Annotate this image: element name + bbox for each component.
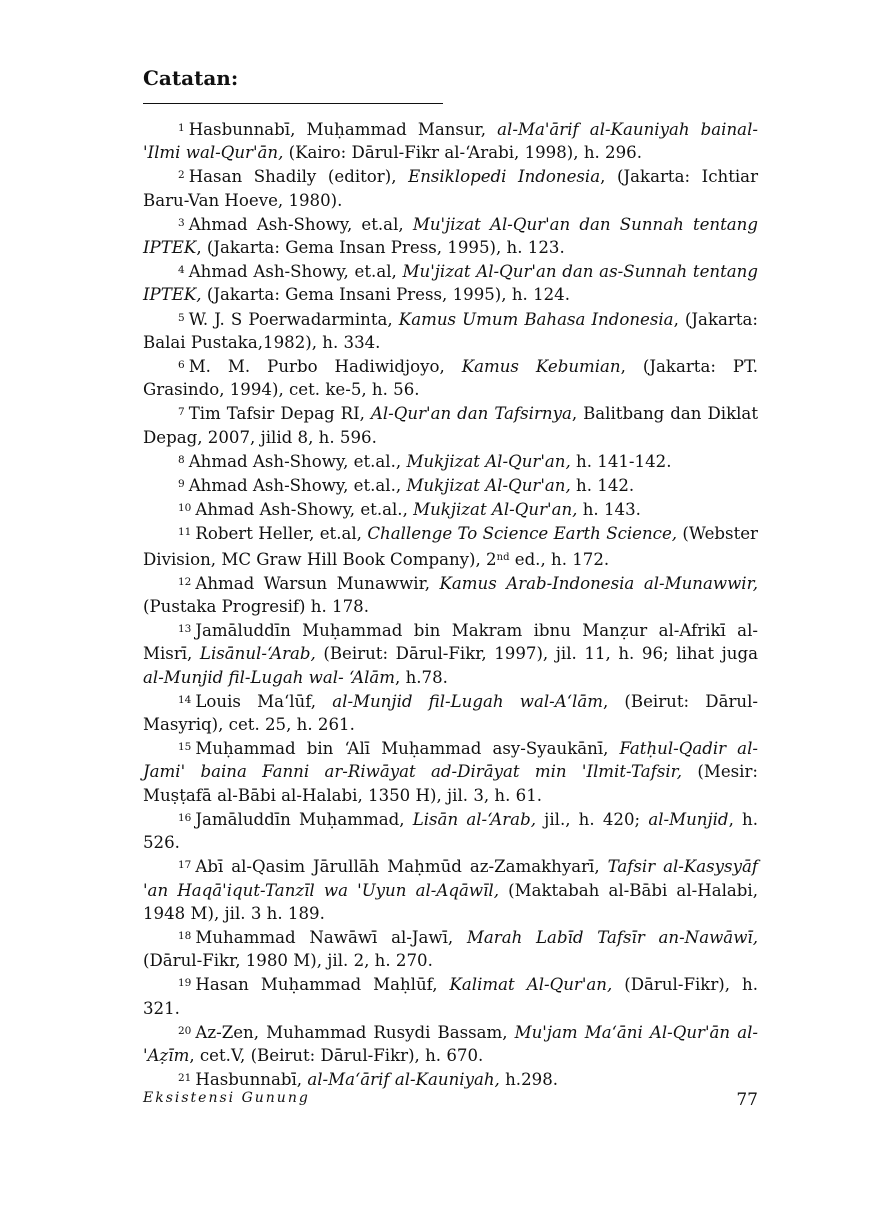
page-number: 77 <box>736 1090 758 1110</box>
footnote-text: Muḥammad bin ‘Alī Muḥammad asy-Syaukānī, <box>195 739 620 759</box>
footnote-number: 5 <box>178 311 185 324</box>
footnote <box>143 307 758 354</box>
footnote-text: Robert Heller, et.al, <box>195 524 368 544</box>
footnote-number: 21 <box>178 1072 192 1085</box>
footnote-text: Muhammad Nawāwī al-Jawī, <box>195 927 467 947</box>
footnote <box>143 164 758 211</box>
footnote-number: 10 <box>178 502 192 515</box>
footnote-list <box>143 117 758 1091</box>
footnote-number: 18 <box>178 929 192 942</box>
footnote <box>143 736 758 807</box>
footnote-title: al-Munjid <box>648 809 729 829</box>
footnote-text: Ahmad Ash-Showy, et.al, <box>188 214 413 234</box>
footnote-text: Hasan Muḥammad Maḥlūf, <box>195 975 450 995</box>
footnote <box>143 689 758 736</box>
footnote-text: (Dārul-Fikr), h. 321. <box>143 975 758 1018</box>
footnote-text: h.298. <box>499 1070 559 1090</box>
footnote-text: (Jakarta: Gema Insani Press, 1995), h. 124. <box>201 285 571 305</box>
footnote-number: 15 <box>178 741 192 754</box>
footnote <box>143 521 758 570</box>
footnote-text: Tim Tafsir Depag RI, <box>188 404 371 424</box>
footnote-number: 16 <box>178 811 192 824</box>
footnote-text: ed., h. 172. <box>509 549 610 569</box>
footnote-title: al-Munjid fil-Lugah wal- ‘Alām <box>143 667 396 687</box>
footnote-text: Ahmad Warsun Munawwir, <box>195 573 440 593</box>
footnote-title: Mukjizat Al-Qur'an, <box>413 500 578 520</box>
notes-heading: Catatan: <box>143 66 239 90</box>
footnote-number: 19 <box>178 977 192 990</box>
footnote <box>143 473 758 497</box>
footnote-text: Az-Zen, Muhammad Rusydi Bassam, <box>195 1022 515 1042</box>
footnote-text: W. J. S Poerwadarminta, <box>188 309 399 329</box>
footnote-title: Kalimat Al-Qur'an, <box>449 975 613 995</box>
footnote <box>143 1020 758 1067</box>
footnote <box>143 354 758 401</box>
footnote-text: Hasbunnabī, Muḥammad Mansur, <box>188 120 498 139</box>
footnote-text: Louis Ma‘lūf, <box>195 691 333 711</box>
footnote-text: , (Jakarta: Ichtiar Baru-Van Hoeve, 1980). <box>143 167 758 210</box>
footnote-title: Kamus Umum Bahasa Indonesia <box>398 309 674 329</box>
footnote-title: al-Munjid fil-Lugah wal-A‘lām <box>332 691 603 711</box>
footnote-number: 7 <box>178 406 185 419</box>
footnote <box>143 497 758 521</box>
footnote-text: Ahmad Ash-Showy, et.al., <box>195 500 414 520</box>
footnote-text: h. 142. <box>570 476 635 496</box>
footnote-separator-rule <box>143 103 443 104</box>
footnote-text: , Balitbang dan Diklat Depag, 2007, jilid 8, h. 596. <box>143 404 758 447</box>
footnote <box>143 259 758 306</box>
footnote-number: 17 <box>178 859 192 872</box>
footnote <box>143 807 758 854</box>
footnote <box>143 972 758 1019</box>
footnote-number: 20 <box>178 1024 192 1037</box>
footnote-title: Tafsir al-Kasysyāf 'an Haqā'iqut-Tanzīl wa 'Uyun al-Aqāwīl, <box>143 857 758 900</box>
footnote <box>143 401 758 448</box>
footnote-text: Hasan Shadily (editor), <box>188 167 409 187</box>
footnote-number: 14 <box>178 693 192 706</box>
footnote-number: 6 <box>178 359 185 372</box>
running-title: Eksistensi Gunung <box>143 1090 310 1106</box>
footnote-number: 2 <box>178 169 185 182</box>
footnote-text: , (Beirut: Dārul-Masyriq), cet. 25, h. 261. <box>143 691 759 735</box>
footnote-title: Mu'jizat Al-Qur'an dan Sunnah tentang IPTEK <box>143 214 758 258</box>
footnote <box>143 618 758 689</box>
footnote-text: h. 141-142. <box>570 451 672 471</box>
footnote <box>143 117 758 164</box>
footnote <box>143 925 758 972</box>
footnote-title: Kamus Kebumian <box>461 357 621 377</box>
footnote-text: , h.78. <box>395 667 448 687</box>
footnote-text: nd <box>496 551 510 563</box>
footnote-text: (Maktabah al-Bābi al-Halabi, 1948 M), jil. 3 h. 189. <box>143 880 758 923</box>
footnote-text: , cet.V, (Beirut: Dārul-Fikr), h. 670. <box>189 1045 484 1065</box>
footnote-number: 8 <box>178 453 185 466</box>
footnote-text: (Kairo: Dārul-Fikr al-‘Arabi, 1998), h. 296. <box>283 143 643 163</box>
footnote-title: Mukjizat Al-Qur'an, <box>406 476 571 496</box>
footnote-text: Ahmad Ash-Showy, et.al., <box>188 476 407 496</box>
footnote-number: 1 <box>178 122 185 134</box>
footnote-text: , h. 526. <box>143 809 758 853</box>
footnote-title: Al-Qur'an dan Tafsirnya <box>370 404 572 424</box>
footnote-text: , (Jakarta: Balai Pustaka,1982), h. 334. <box>143 309 758 352</box>
footnote-title: Fatḥul-Qadir al-Jami' baina Fanni ar-Riwāyat ad-Dirāyat min 'Ilmit-Tafsir, <box>143 739 758 782</box>
footnote-text: Hasbunnabī, <box>195 1070 308 1090</box>
footnote-text: Ahmad Ash-Showy, et.al., <box>188 451 407 471</box>
footnote-title: Lisānul-‘Arab, <box>199 644 316 664</box>
footnote-title: al-Ma‘ārif al-Kauniyah, <box>307 1070 500 1090</box>
footnote-text: (Dārul-Fikr, 1980 M), jil. 2, h. 270. <box>143 951 433 971</box>
footnote-text: , (Jakarta: PT. Grasindo, 1994), cet. ke-5, h. 56. <box>143 357 758 400</box>
footnote-text: Jamāluddīn Muḥammad, <box>195 809 413 829</box>
footnote-title: Mukjizat Al-Qur'an, <box>406 451 571 471</box>
footnote-text: M. M. Purbo Hadiwidjoyo, <box>188 357 462 377</box>
footnote-title: Mu'jam Ma‘āni Al-Qur'ān al-'Aẓīm <box>143 1022 759 1065</box>
footnote <box>143 449 758 473</box>
footnote-number: 9 <box>178 478 185 491</box>
footnote-text: Abī al-Qasim Jārullāh Maḥmūd az-Zamakhyarī, <box>195 857 608 877</box>
page-footer <box>143 1090 758 1116</box>
footnote-text: (Pustaka Progresif) h. 178. <box>143 597 369 617</box>
footnote-text: , (Jakarta: Gema Insan Press, 1995), h. 123. <box>196 238 565 258</box>
footnote-number: 3 <box>178 216 185 229</box>
footnote-title: Ensiklopedi Indonesia <box>408 167 601 187</box>
footnote-text: Jamāluddīn Muḥammad bin Makram ibnu Manẓur al-Afrikī al-Misrī, <box>143 621 758 664</box>
footnote-title: Mu'jizat Al-Qur'an dan as-Sunnah tentang IPTEK, <box>143 262 758 305</box>
footnote <box>143 212 758 259</box>
footnote-text: h. 143. <box>577 500 641 520</box>
footnote-text: (Mesir: Muṣṭafā al-Bābi al-Halabi, 1350 H), jil. 3, h. 61. <box>143 762 758 805</box>
footnote <box>143 571 758 618</box>
footnote-text: (Webster Division, MC Graw Hill Book Company), 2 <box>143 524 758 569</box>
footnote-title: al-Ma'ārif al-Kauniyah bainal-'Ilmi wal-Qur'ān, <box>143 120 758 163</box>
footnote-title: Lisān al-‘Arab, <box>412 809 536 829</box>
footnote-number: 12 <box>178 575 192 588</box>
footnote-text: (Beirut: Dārul-Fikr, 1997), jil. 11, h. 96; lihat juga <box>315 644 758 664</box>
footnote <box>143 1067 758 1091</box>
footnote-title: Kamus Arab-Indonesia al-Munawwir, <box>439 573 758 593</box>
footnote <box>143 854 758 925</box>
footnote-title: Marah Labīd Tafsīr an-Nawāwī, <box>466 927 758 947</box>
footnote-text: Ahmad Ash-Showy, et.al, <box>188 262 403 282</box>
footnote-number: 13 <box>178 623 192 636</box>
footnote-text: jil., h. 420; <box>535 809 649 829</box>
footnote-title: Challenge To Science Earth Science, <box>367 524 678 544</box>
footnote-number: 4 <box>178 264 185 277</box>
footnote-number: 11 <box>178 526 192 539</box>
